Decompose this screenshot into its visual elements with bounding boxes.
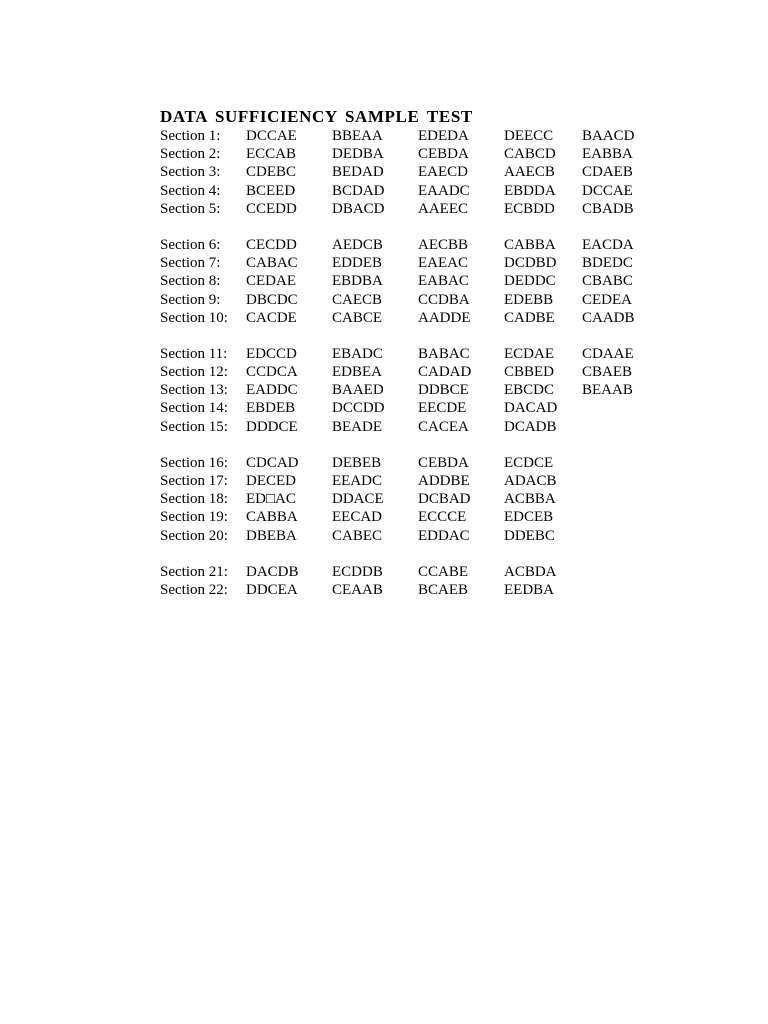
answer-code: CEBDA xyxy=(418,454,469,471)
answer-code: EDEDA xyxy=(418,128,469,144)
answer-code: CACDE xyxy=(246,309,297,326)
answer-code: CEDEA xyxy=(582,291,632,308)
answer-code: ECCCE xyxy=(418,509,467,526)
answer-code: ECDCE xyxy=(504,454,554,471)
answer-code: CECDD xyxy=(246,236,297,253)
answer-code: CCDBA xyxy=(418,291,470,308)
answer-code: EACDA xyxy=(582,236,634,253)
section-label: Section 16: xyxy=(160,454,228,471)
section-label: Section 22: xyxy=(160,581,228,598)
answer-code: DACAD xyxy=(504,400,558,417)
answer-code: AADDE xyxy=(418,309,471,326)
answer-code: DECED xyxy=(246,473,296,489)
answer-code: EDCCD xyxy=(246,345,297,362)
answer-code: AEDCB xyxy=(332,236,383,253)
answer-code: EABBA xyxy=(582,146,633,163)
answer-code: DCCAE xyxy=(582,182,633,199)
answer-code: CABBA xyxy=(246,509,298,526)
answer-code: CADBE xyxy=(504,309,555,326)
answer-code: CDAEB xyxy=(582,164,633,181)
answer-code: EAADC xyxy=(418,182,470,199)
answer-code: CEBDA xyxy=(418,146,469,163)
answer-code: DCCAE xyxy=(246,128,297,144)
section-label: Section 9: xyxy=(160,291,221,308)
answer-code: DBACD xyxy=(332,200,385,217)
answer-code: DCDBD xyxy=(504,255,557,272)
answer-code: BAACD xyxy=(582,128,635,144)
answer-code: DDBCE xyxy=(418,382,469,399)
section-label: Section 2: xyxy=(160,146,221,163)
answer-code: EABAC xyxy=(418,273,469,290)
answer-code: ED□AC xyxy=(246,491,296,508)
answer-code: AECBB xyxy=(418,236,469,253)
answer-code: CDEBC xyxy=(246,164,297,181)
section-label: Section 19: xyxy=(160,509,228,526)
answer-code: DCCDD xyxy=(332,400,385,417)
answer-code: DDDCE xyxy=(246,418,298,435)
answer-code: ADACB xyxy=(504,473,557,489)
answer-code: BEAAB xyxy=(582,382,633,399)
answer-code: CBBED xyxy=(504,364,555,381)
answer-code: ECDAE xyxy=(504,345,554,362)
answer-code: CABEC xyxy=(332,527,383,544)
section-label: Section 18: xyxy=(160,491,228,508)
answer-code: DDEBC xyxy=(504,527,555,544)
answer-code: CABCD xyxy=(504,146,556,163)
answer-code: CCEDD xyxy=(246,200,297,217)
answer-code: EBDEB xyxy=(246,400,296,417)
page-title: DATA SUFFICIENCY SAMPLE TEST xyxy=(160,107,473,126)
answer-code: CACEA xyxy=(418,418,469,435)
answer-code: BDEDC xyxy=(582,255,633,272)
section-label: Section 12: xyxy=(160,364,228,381)
answer-code: CADAD xyxy=(418,364,472,381)
answer-code: BEDAD xyxy=(332,164,384,181)
answer-code: CDCAD xyxy=(246,454,299,471)
answer-code: CAADB xyxy=(582,309,635,326)
answer-code: BCAEB xyxy=(418,581,469,598)
answer-code: DEDBA xyxy=(332,146,384,163)
answer-code: EADDC xyxy=(246,382,298,399)
section-label: Section 4: xyxy=(160,182,221,199)
answer-code: BAAED xyxy=(332,382,384,399)
answer-code: ACBBA xyxy=(504,491,556,508)
section-label: Section 21: xyxy=(160,563,228,580)
answer-code: DBCDC xyxy=(246,291,298,308)
answer-code: AAEEC xyxy=(418,200,468,217)
answer-code: BBEAA xyxy=(332,128,383,144)
answer-code: ACBDA xyxy=(504,563,557,580)
answer-code: DEDDC xyxy=(504,273,556,290)
answer-code: DCBAD xyxy=(418,491,471,508)
answer-code: EECDE xyxy=(418,400,467,417)
answer-code: CBADB xyxy=(582,200,634,217)
answer-code: DEECC xyxy=(504,128,554,144)
answer-code: DBEBA xyxy=(246,527,297,544)
answer-code: CCABE xyxy=(418,563,469,580)
answer-code: EDEBB xyxy=(504,291,554,308)
answer-code: EECAD xyxy=(332,509,382,526)
section-label: Section 6: xyxy=(160,236,221,253)
section-label: Section 10: xyxy=(160,309,228,326)
section-label: Section 8: xyxy=(160,273,221,290)
answer-code: ECDDB xyxy=(332,563,383,580)
section-label: Section 20: xyxy=(160,527,228,544)
answer-code: BCEED xyxy=(246,182,296,199)
answer-code: DDACE xyxy=(332,491,384,508)
answer-code: EBDDA xyxy=(504,182,556,199)
answer-code: BABAC xyxy=(418,345,470,362)
answer-code: EBCDC xyxy=(504,382,555,399)
answer-code: EBDBA xyxy=(332,273,383,290)
answer-code: EEADC xyxy=(332,473,382,489)
section-label: Section 1: xyxy=(160,128,221,144)
answer-code: AAECB xyxy=(504,164,555,181)
answer-code: CAECB xyxy=(332,291,383,308)
answer-code: CBABC xyxy=(582,273,633,290)
section-label: Section 13: xyxy=(160,382,228,399)
answer-code: CDAAE xyxy=(582,345,634,362)
section-label: Section 17: xyxy=(160,473,228,489)
answer-code: EDDAC xyxy=(418,527,470,544)
section-label: Section 7: xyxy=(160,255,221,272)
section-label: Section 11: xyxy=(160,345,228,362)
answer-code: EBADC xyxy=(332,345,383,362)
answer-code: CEDAE xyxy=(246,273,296,290)
answer-code: CABAC xyxy=(246,255,298,272)
answer-code: BEADE xyxy=(332,418,382,435)
answer-code: EDCEB xyxy=(504,509,554,526)
answer-code: DCADB xyxy=(504,418,557,435)
answer-code: CABCE xyxy=(332,309,383,326)
answer-code: CEAAB xyxy=(332,581,383,598)
section-label: Section 5: xyxy=(160,200,221,217)
answer-code: DDCEA xyxy=(246,581,298,598)
answer-code: CABBA xyxy=(504,236,556,253)
answer-code: BCDAD xyxy=(332,182,385,199)
answer-code: CCDCA xyxy=(246,364,298,381)
section-label: Section 14: xyxy=(160,400,228,417)
answer-code: EAEAC xyxy=(418,255,468,272)
answer-code: EDBEA xyxy=(332,364,382,381)
answer-code: CBAEB xyxy=(582,364,633,381)
section-label: Section 15: xyxy=(160,418,228,435)
answer-code: ECBDD xyxy=(504,200,555,217)
answer-code: ECCAB xyxy=(246,146,297,163)
answer-code: EDDEB xyxy=(332,255,382,272)
answer-code: DEBEB xyxy=(332,454,382,471)
answer-code: DACDB xyxy=(246,563,299,580)
answer-code: EAECD xyxy=(418,164,468,181)
answer-code: ADDBE xyxy=(418,473,470,489)
section-label: Section 3: xyxy=(160,164,221,181)
answer-code: EEDBA xyxy=(504,581,554,598)
